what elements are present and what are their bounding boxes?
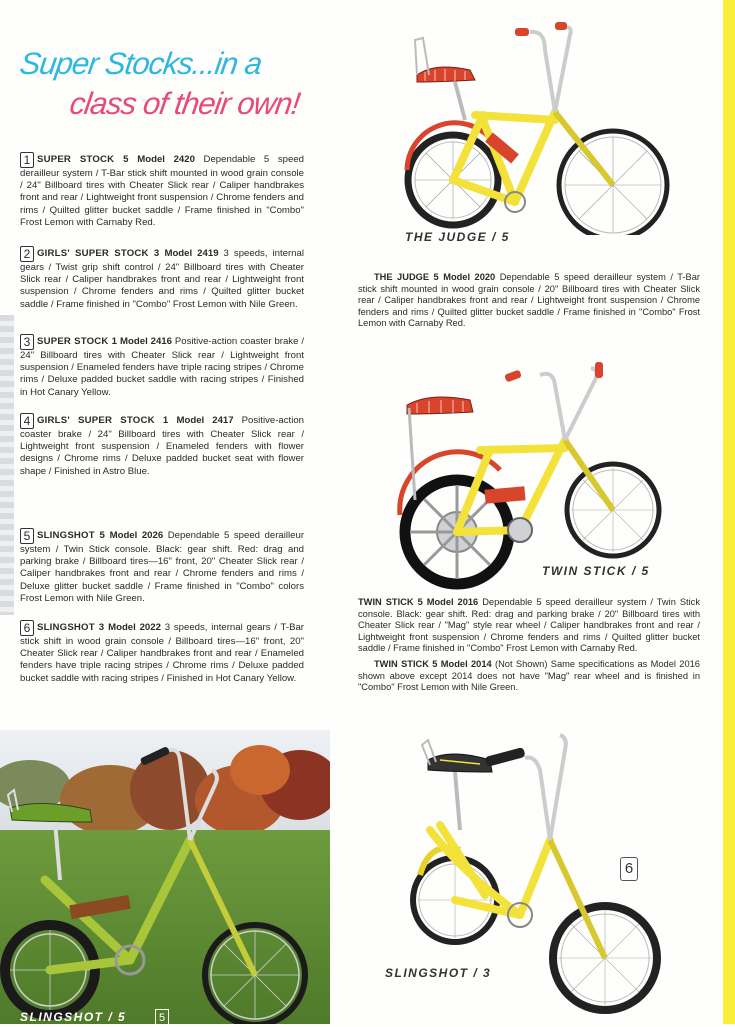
entry-judge-5: [358, 272, 700, 330]
entry-model: Model 2026: [109, 530, 164, 541]
entry-description: 3 speeds, internal gears / T-Bar stick shift in wood grain console / Billboard tires—16" front, 20" Cheater Slick rear / Caliper handbrakes front and rear / Enameled fenders have triple racing stripes / Chrome rims / Deluxe padded bucket saddle with racing stripes / Finished in Hot Canary Yellow.: [20, 622, 304, 684]
entry-description: Positive-action coaster brake / 24" Billboard tires with Cheater Slick rear / Lightweight front suspension / Enameled fenders with flower designs / Chrome rims / Deluxe padded bucket seat with flower shape / Finished in Astro Blue.: [20, 415, 304, 477]
entry-description: Dependable 5 speed derailleur system / T-Bar stick shift mounted in wood grain console / 20" Billboard tires with Cheater Slick rear / Caliper handbrakes front and rear / Lightweight front suspension / Chrome fenders and rims / Quilted glitter bucket saddle / Frame finished in "Combo" Frost Lemon with Carnaby Red.: [358, 272, 700, 329]
entry-number: 4: [20, 413, 34, 429]
entry-number: 6: [20, 620, 34, 636]
twin-stick-caption: TWIN STICK / 5: [542, 564, 650, 578]
entry-model: Model 2420: [137, 154, 195, 165]
entry-description: Dependable 5 speed derailleur system / Twin Stick console. Black: gear shift. Red: drag and parking brake / 20" Billboard tires with Cheater Slick rear / "Mag" style rear wheel / Caliper handbrakes front and rear / Lightweight front suspension / Chrome fenders and rims / Quilted glitter bucket saddle / Frame finished in "Combo" Frost Lemon with Carnaby Red.: [358, 597, 700, 654]
entry-name: TWIN STICK 5: [374, 659, 438, 669]
entry-name: SLINGSHOT 5: [37, 530, 106, 541]
entry-description: Dependable 5 speed derailleur system / T-Bar stick shift mounted in wood grain console / 24" Billboard tires with Cheater Slick rear / Caliper handbrakes front and rear / Lightweight front suspension / Chrome fenders and rims / Quilted glitter bucket saddle / Frame finished in "Combo" Frost Lemon with Carnaby Red.: [20, 154, 304, 228]
entry-name: GIRLS' SUPER STOCK 1: [37, 415, 169, 426]
entry-super-stock-1: [20, 334, 304, 399]
entry-model: Model 2022: [108, 622, 161, 633]
margin-stamp: [0, 315, 14, 615]
entry-super-stock-5: [20, 152, 304, 229]
slingshot-5-caption: SLINGSHOT / 5: [20, 1010, 127, 1024]
entry-model: Model 2419: [164, 248, 219, 259]
page-number-badge: 6: [620, 857, 638, 881]
judge-caption: THE JUDGE / 5: [405, 230, 510, 244]
entry-slingshot-5: [20, 528, 304, 605]
entry-description: 3 speeds, internal gears / Twist grip shift control / 24" Billboard tires with Cheater Slick rear / Caliper handbrakes front and rear / Lightweight front suspension / Chrome fenders and rims / Quilted glitter bucket saddle / Frame finished in "Combo" Frost Lemon with Nile Green.: [20, 248, 304, 310]
headline-line-2: class of their own!: [67, 86, 302, 121]
page-edge-strip: [723, 0, 735, 1024]
headline-line-1: Super Stocks...in a: [17, 46, 264, 81]
judge-bike-image: [395, 20, 685, 235]
entry-girls-super-stock-1: [20, 413, 304, 478]
entry-model: Model 2417: [176, 415, 234, 426]
entry-model: Model 2416: [120, 336, 172, 347]
entry-name: THE JUDGE 5: [374, 272, 439, 282]
entry-description: (Not Shown) Same specifications as Model 2016 shown above except 2014 does not have "Mag" rear wheel and is finished in "Combo" Frost Lemon with Nile Green.: [358, 659, 700, 693]
entry-name: GIRLS' SUPER STOCK 3: [37, 248, 160, 259]
entry-number: 1: [20, 152, 34, 168]
entry-slingshot-3: [20, 620, 304, 685]
entry-girls-super-stock-3: [20, 246, 304, 311]
twin-stick-bike-image: [395, 360, 690, 590]
entry-twin-stick-2016: [358, 597, 700, 655]
entry-name: SLINGSHOT 3: [37, 622, 105, 633]
entry-name: SUPER STOCK 1: [37, 336, 118, 347]
entry-model: Model 2016: [426, 597, 479, 607]
entry-number: 2: [20, 246, 34, 262]
entry-number: 5: [20, 528, 34, 544]
photo-number-badge: 5: [155, 1009, 169, 1027]
entry-name: TWIN STICK 5: [358, 597, 423, 607]
slingshot-3-caption: SLINGSHOT / 3: [385, 966, 492, 980]
slingshot-5-photo: [0, 730, 330, 1024]
entry-model: Model 2020: [443, 272, 496, 282]
entry-description: Dependable 5 speed derailleur system / Twin Stick console. Black: gear shift. Red: drag and parking brake / Billboard tires—16" front, 20" Cheater Slick rear / Caliper handbrakes front and rear / Chrome fenders and rims / Deluxe glitter bucket saddle / Frame finished in "Combo" colors Frost Lemon with Nile Green.: [20, 530, 305, 604]
entry-number: 3: [20, 334, 34, 350]
entry-model: Model 2014: [440, 659, 492, 669]
entry-name: SUPER STOCK 5: [37, 154, 129, 165]
entry-twin-stick-2014: [358, 659, 700, 694]
entry-description: Positive-action coaster brake / 24" Billboard tires with Cheater Slick rear / Lightweight front suspension / Enameled fenders have triple racing stripes / Chrome rims / Deluxe padded bucket saddle with racing stripes / Finished in Hot Canary Yellow.: [20, 336, 304, 398]
